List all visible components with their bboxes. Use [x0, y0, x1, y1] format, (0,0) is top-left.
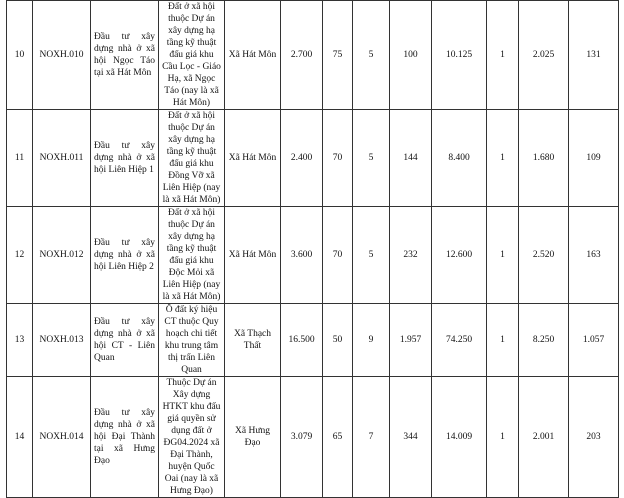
project-name: Đầu tư xây dựng nhà ở xã hội Đại Thành tại xã Hưng Đạo — [91, 377, 159, 498]
last-value: 163 — [569, 207, 619, 304]
density-value: 70 — [323, 110, 353, 207]
density-value: 65 — [323, 377, 353, 498]
commune: Xã Hát Môn — [225, 1, 281, 110]
last-value: 109 — [569, 110, 619, 207]
units-value: 1.957 — [390, 304, 432, 377]
density-value: 70 — [323, 207, 353, 304]
project-location: Đất ở xã hội thuộc Dự án xây dựng hạ tầng kỹ thuật đấu giá khu Đồng Vỡ xã Liên Hiệp (nay là xã Hát Môn) — [159, 110, 225, 207]
row-number: 10 — [7, 1, 33, 110]
row-number: 14 — [7, 377, 33, 498]
project-code: NOXH.014 — [33, 377, 91, 498]
land-value: 1.680 — [519, 110, 569, 207]
row-number: 11 — [7, 110, 33, 207]
table-row — [7, 304, 619, 377]
floors-value: 7 — [353, 377, 390, 498]
area-value: 16.500 — [281, 304, 323, 377]
project-location: Đất ở xã hội thuộc Dự án xây dựng hạ tầng kỹ thuật đấu giá khu Độc Mỏi xã Liên Hiệp (nay là xã Hát Môn) — [159, 207, 225, 304]
floor-area-value: 8.400 — [432, 110, 487, 207]
blocks-value: 1 — [487, 1, 519, 110]
project-name: Đầu tư xây dựng nhà ở xã hội Ngọc Táo tại xã Hát Môn — [91, 1, 159, 110]
units-value: 232 — [390, 207, 432, 304]
project-name: Đầu tư xây dựng nhà ở xã hội Liên Hiệp 1 — [91, 110, 159, 207]
row-number: 13 — [7, 304, 33, 377]
floor-area-value: 12.600 — [432, 207, 487, 304]
floors-value: 5 — [353, 110, 390, 207]
area-value: 3.600 — [281, 207, 323, 304]
floors-value: 5 — [353, 1, 390, 110]
floor-area-value: 14.009 — [432, 377, 487, 498]
blocks-value: 1 — [487, 207, 519, 304]
project-code: NOXH.013 — [33, 304, 91, 377]
commune: Xã Hát Môn — [225, 110, 281, 207]
density-value: 50 — [323, 304, 353, 377]
units-value: 144 — [390, 110, 432, 207]
table-row — [7, 377, 619, 498]
last-value: 1.057 — [569, 304, 619, 377]
housing-projects-table — [6, 0, 619, 498]
units-value: 100 — [390, 1, 432, 110]
land-value: 2.001 — [519, 377, 569, 498]
floor-area-value: 10.125 — [432, 1, 487, 110]
floor-area-value: 74.250 — [432, 304, 487, 377]
units-value: 344 — [390, 377, 432, 498]
area-value: 3.079 — [281, 377, 323, 498]
table-row — [7, 110, 619, 207]
project-code: NOXH.010 — [33, 1, 91, 110]
floors-value: 5 — [353, 207, 390, 304]
project-name: Đầu tư xây dựng nhà ở xã hội Liên Hiệp 2 — [91, 207, 159, 304]
table-row — [7, 207, 619, 304]
land-value: 2.025 — [519, 1, 569, 110]
commune: Xã Hưng Đạo — [225, 377, 281, 498]
last-value: 131 — [569, 1, 619, 110]
project-name: Đầu tư xây dựng nhà ở xã hội CT - Liên Quan — [91, 304, 159, 377]
project-code: NOXH.012 — [33, 207, 91, 304]
commune: Xã Thạch Thất — [225, 304, 281, 377]
project-location: Đất ở xã hội thuộc Dự án xây dựng hạ tầng kỹ thuật đấu giá khu Cầu Lọc - Giáo Hạ, xã Ngọc Táo (nay là xã Hát Môn) — [159, 1, 225, 110]
blocks-value: 1 — [487, 377, 519, 498]
blocks-value: 1 — [487, 304, 519, 377]
project-location: Thuộc Dự án Xây dựng HTKT khu đấu giá quyền sử dụng đất ở ĐG04.2024 xã Đại Thành, huyện Quốc Oai (nay là xã Hưng Đạo) — [159, 377, 225, 498]
land-value: 2.520 — [519, 207, 569, 304]
blocks-value: 1 — [487, 110, 519, 207]
land-value: 8.250 — [519, 304, 569, 377]
area-value: 2.700 — [281, 1, 323, 110]
floors-value: 9 — [353, 304, 390, 377]
table-row — [7, 1, 619, 110]
commune: Xã Hát Môn — [225, 207, 281, 304]
row-number: 12 — [7, 207, 33, 304]
density-value: 75 — [323, 1, 353, 110]
area-value: 2.400 — [281, 110, 323, 207]
project-code: NOXH.011 — [33, 110, 91, 207]
project-location: Ô đất ký hiệu CT thuộc Quy hoạch chi tiết khu trung tâm thị trấn Liên Quan — [159, 304, 225, 377]
last-value: 203 — [569, 377, 619, 498]
